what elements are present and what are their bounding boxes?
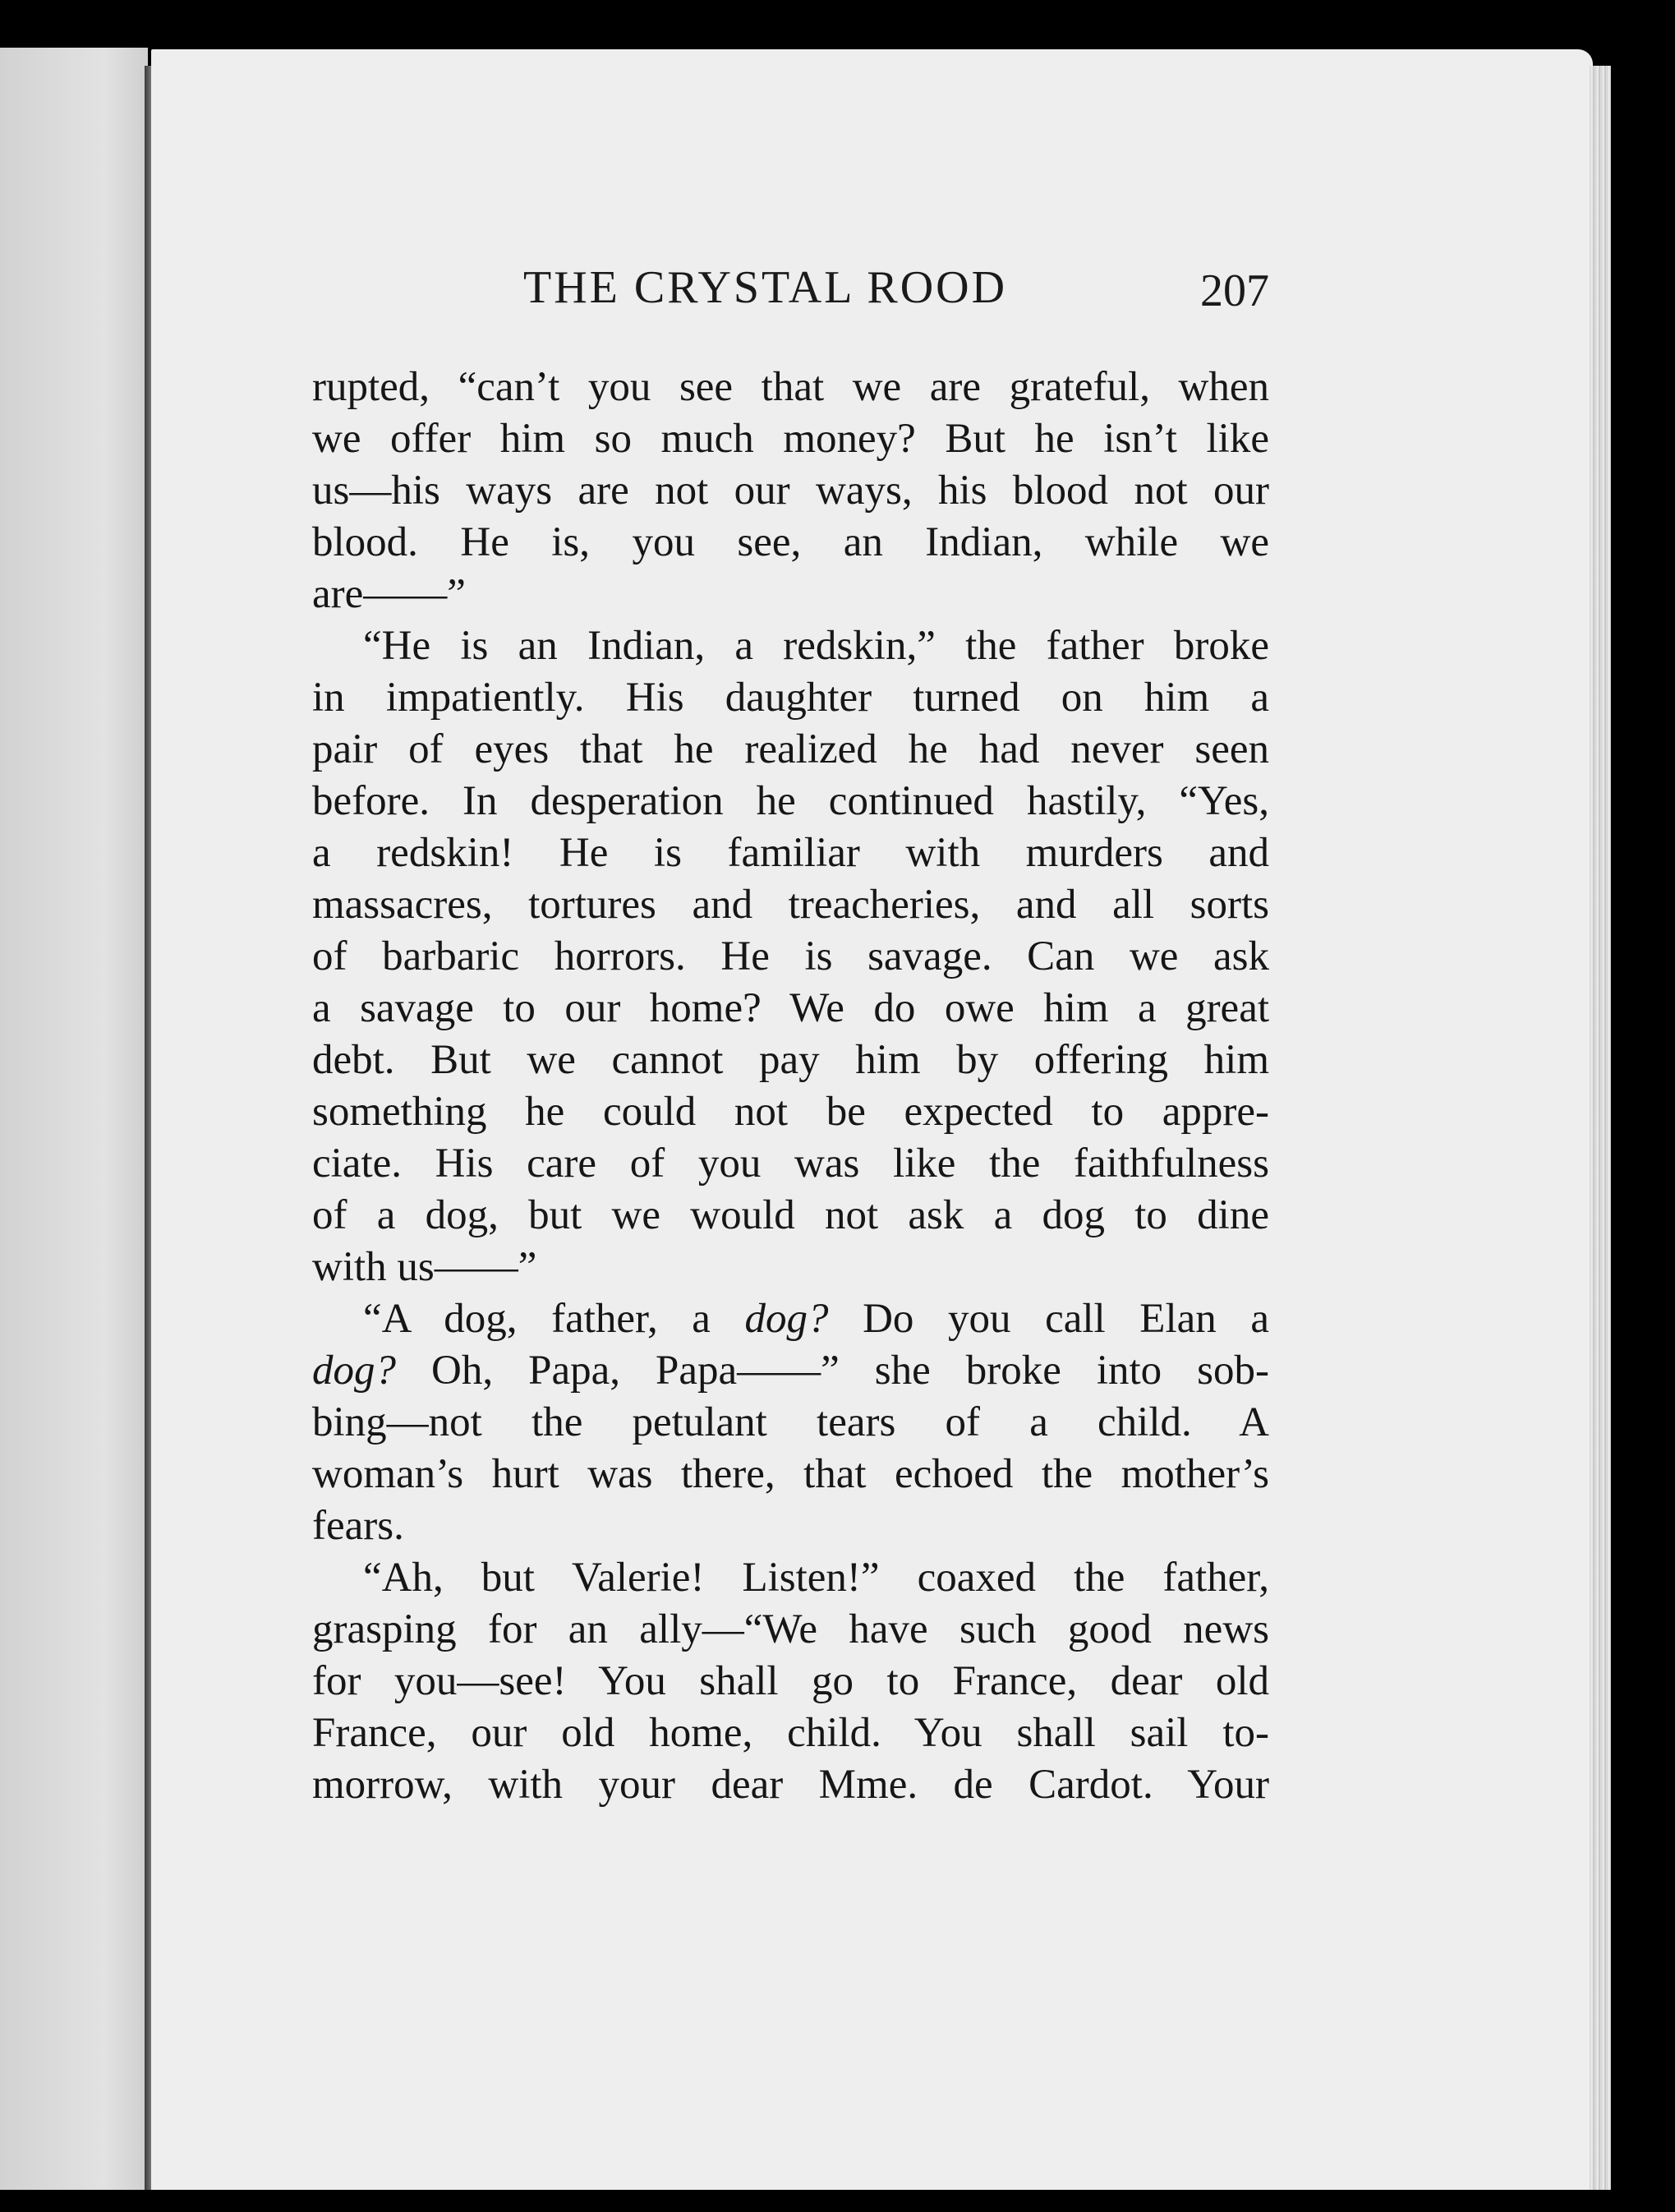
text-line — [312, 1293, 1269, 1345]
text-segment: morrow, with your dear Mme. de Cardot. Your — [312, 1762, 1269, 1808]
text-line — [312, 1035, 1269, 1086]
text-line — [312, 1449, 1269, 1500]
text-segment: before. In desperation he continued hastily, “Yes, — [312, 778, 1269, 824]
text-segment: a redskin! He is familiar with murders and — [312, 830, 1269, 876]
text-line — [312, 362, 1269, 413]
text-segment: with us——” — [312, 1244, 537, 1290]
italic-text: dog? — [312, 1348, 396, 1394]
text-line — [312, 1086, 1269, 1138]
text-segment: in impatiently. His daughter turned on him a — [312, 675, 1269, 721]
text-line — [312, 1190, 1269, 1242]
text-segment: us—his ways are not our ways, his blood not our — [312, 468, 1269, 514]
text-line — [312, 1707, 1269, 1759]
text-line — [312, 1552, 1269, 1604]
italic-text: dog? — [744, 1296, 829, 1342]
text-line — [312, 465, 1269, 517]
text-line — [312, 672, 1269, 724]
text-segment: pair of eyes that he realized he had never seen — [312, 726, 1269, 772]
text-line — [312, 517, 1269, 569]
text-segment: debt. But we cannot pay him by offering him — [312, 1037, 1269, 1083]
running-head — [513, 261, 1269, 327]
text-segment: bing—not the petulant tears of a child. A — [312, 1399, 1269, 1445]
text-line — [312, 1397, 1269, 1449]
text-line — [312, 1138, 1269, 1190]
text-segment: rupted, “can’t you see that we are grateful, when — [312, 364, 1269, 410]
page-block-edges — [1590, 66, 1611, 2194]
text-segment: we offer him so much money? But he isn’t like — [312, 416, 1269, 462]
text-segment: France, our old home, child. You shall sail to- — [312, 1710, 1269, 1756]
book-gutter — [145, 66, 151, 2202]
text-segment: ciate. His care of you was like the faithfulness — [312, 1141, 1269, 1187]
text-line — [312, 569, 1269, 620]
text-line — [312, 776, 1269, 827]
running-title: THE CRYSTAL ROOD — [523, 262, 1008, 313]
text-line — [312, 1604, 1269, 1656]
text-segment: Oh, Papa, Papa——” she broke into sob- — [396, 1348, 1269, 1394]
text-segment: blood. He is, you see, an Indian, while we — [312, 519, 1269, 565]
text-line — [312, 724, 1269, 776]
text-line — [312, 620, 1269, 672]
page-number: 207 — [1200, 265, 1269, 316]
text-line — [312, 983, 1269, 1035]
text-line — [312, 1759, 1269, 1811]
body-text — [312, 362, 1269, 1811]
text-line — [312, 413, 1269, 465]
text-line — [312, 1500, 1269, 1552]
text-segment: are——” — [312, 571, 466, 617]
text-segment: for you—see! You shall go to France, dear old — [312, 1658, 1269, 1704]
text-segment: of barbaric horrors. He is savage. Can we ask — [312, 933, 1269, 979]
text-line — [312, 879, 1269, 931]
text-segment: something he could not be expected to appre- — [312, 1089, 1269, 1135]
scan-border — [0, 2190, 1675, 2212]
text-segment: grasping for an ally—“We have such good news — [312, 1606, 1269, 1652]
text-segment: of a dog, but we would not ask a dog to dine — [312, 1192, 1269, 1238]
text-line — [312, 827, 1269, 879]
text-segment: “He is an Indian, a redskin,” the father broke — [363, 623, 1269, 669]
text-segment: Do you call Elan a — [828, 1296, 1269, 1342]
text-line — [312, 1345, 1269, 1397]
text-line — [312, 1242, 1269, 1293]
text-segment: “Ah, but Valerie! Listen!” coaxed the father, — [363, 1555, 1269, 1601]
facing-page-edge — [0, 48, 148, 2200]
text-segment: fears. — [312, 1503, 404, 1549]
text-segment: “A dog, father, a — [363, 1296, 745, 1342]
text-segment: massacres, tortures and treacheries, and all sorts — [312, 882, 1269, 928]
text-line — [312, 1656, 1269, 1707]
text-segment: woman’s hurt was there, that echoed the mother’s — [312, 1451, 1269, 1497]
text-segment: a savage to our home? We do owe him a great — [312, 985, 1269, 1031]
text-line — [312, 931, 1269, 983]
